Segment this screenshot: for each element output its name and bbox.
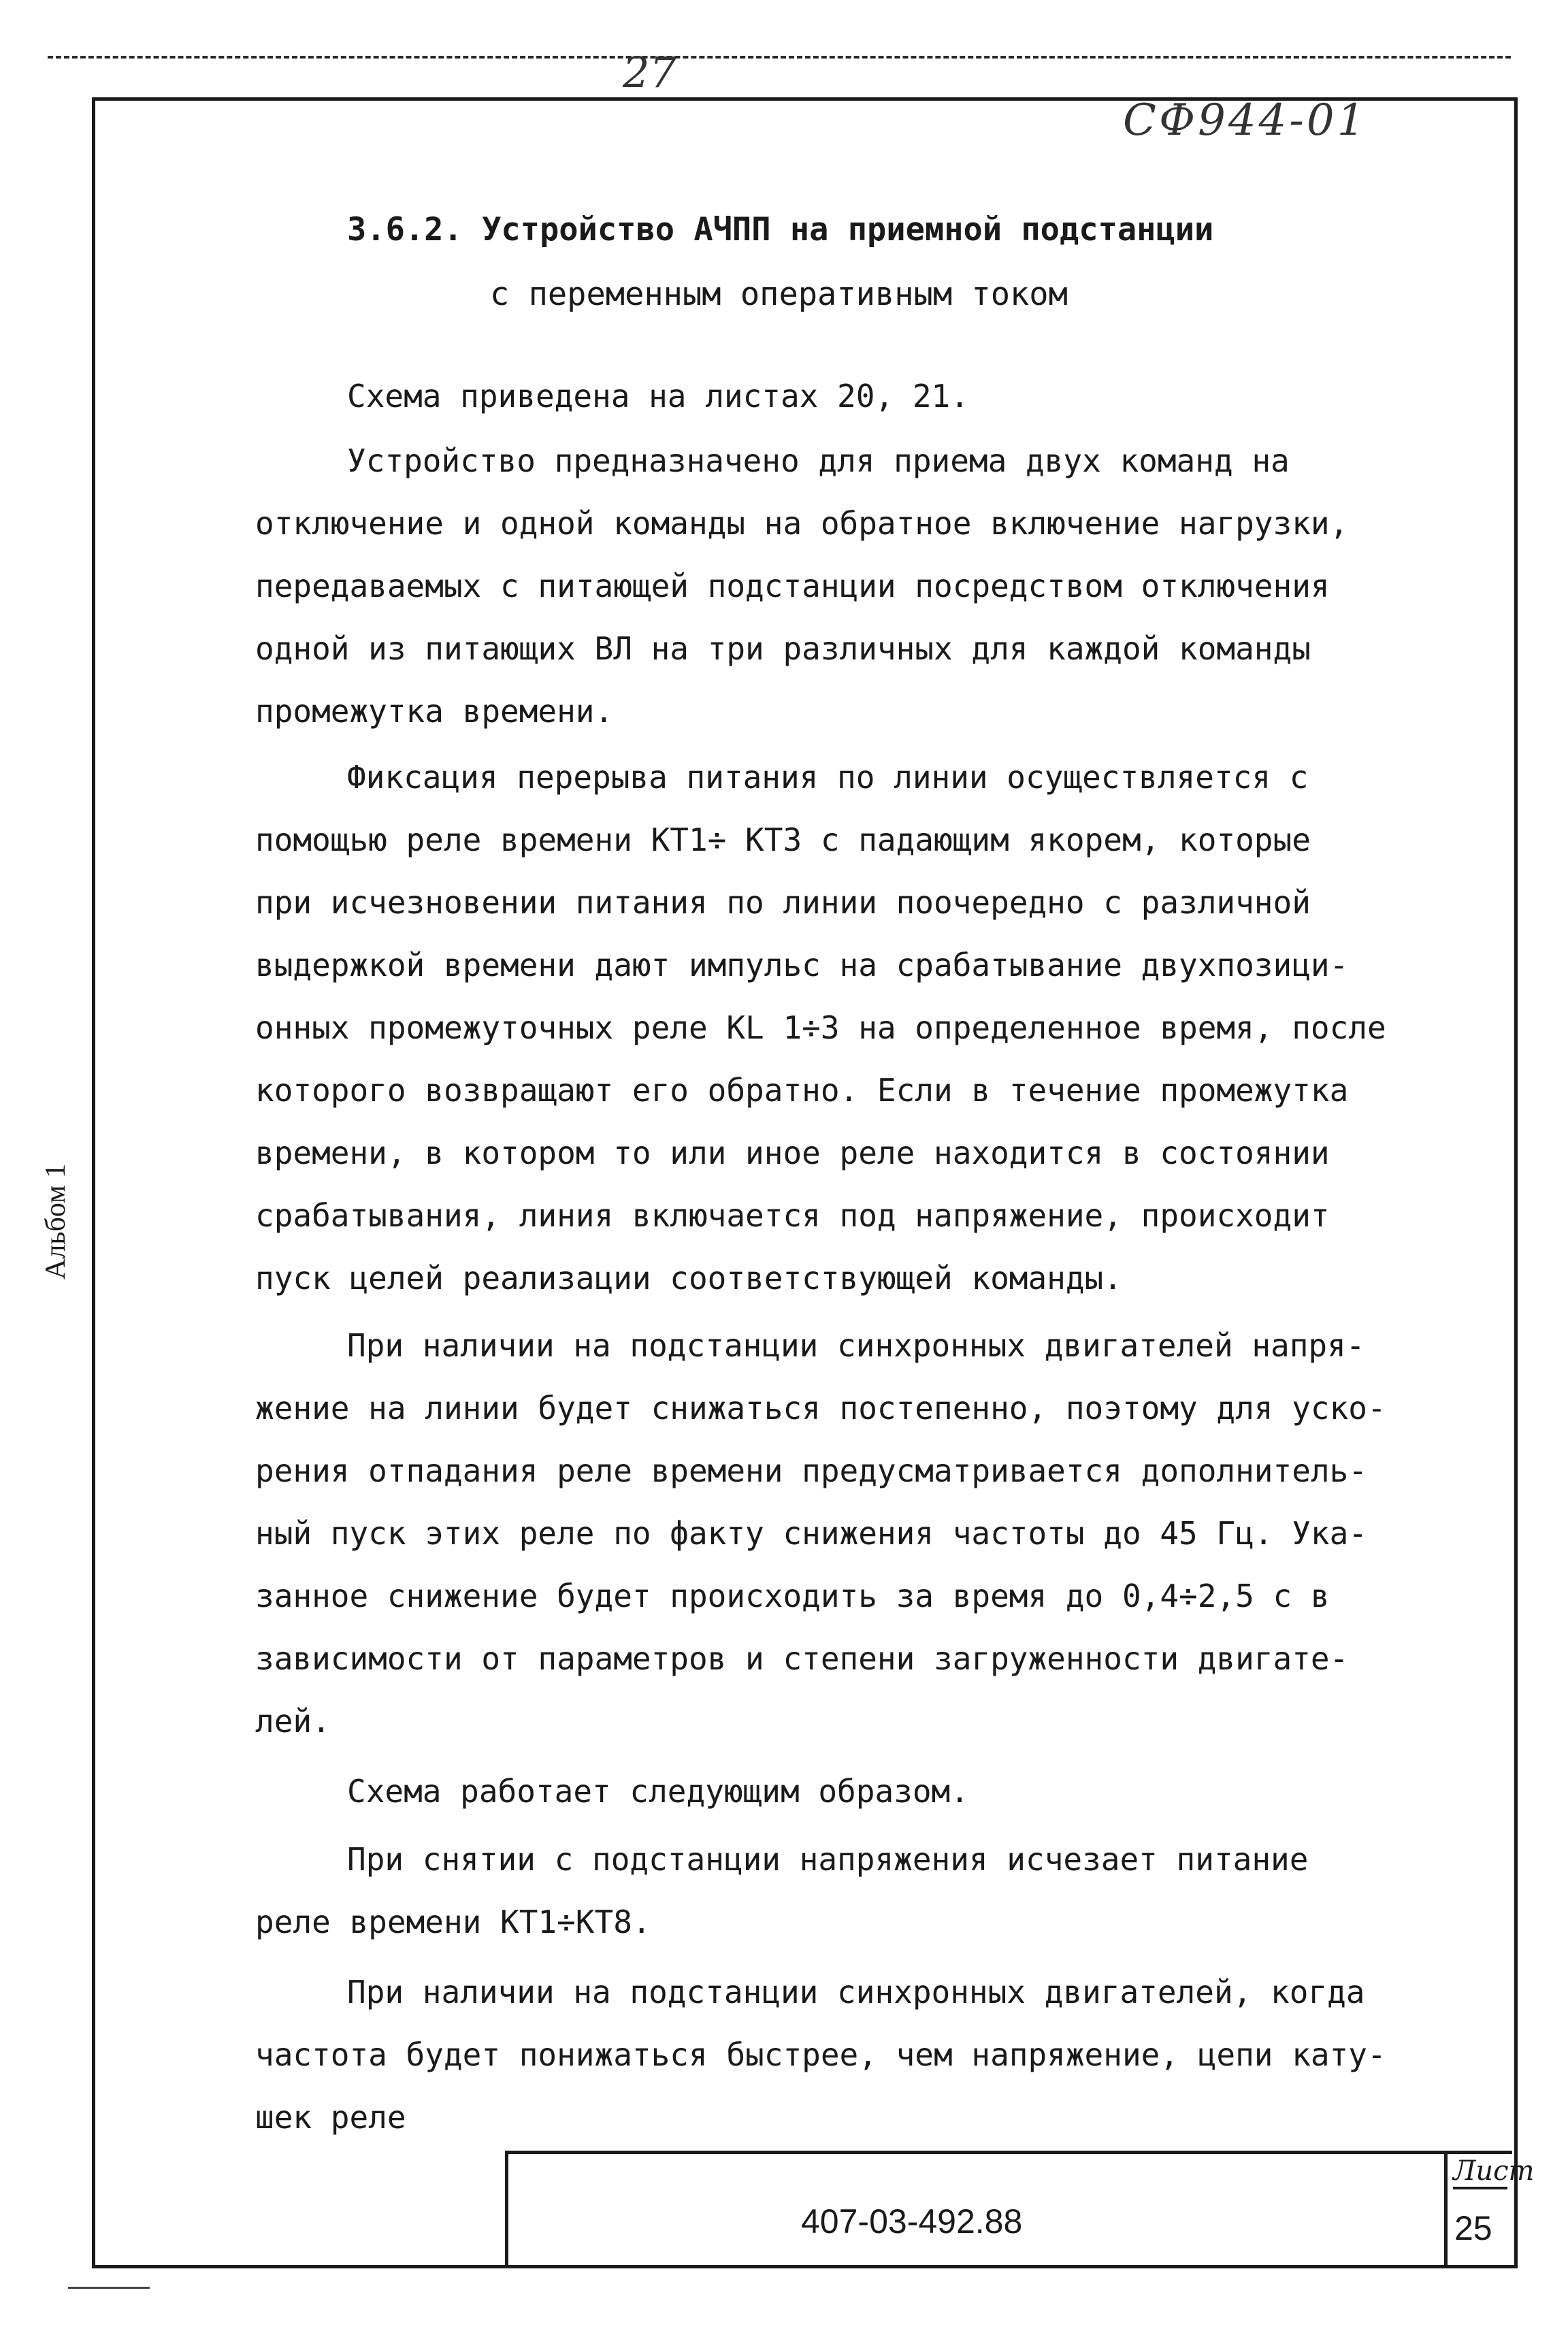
body-line: жение на линии будет снижаться постепенно, поэтому для уско- (255, 1390, 1386, 1427)
handwritten-page-number: 27 (623, 48, 676, 97)
body-line: пуск целей реализации соответствующей команды. (255, 1260, 1122, 1297)
body-line: При наличии на подстанции синхронных двигателей, когда (347, 1974, 1365, 2010)
bottom-mark (68, 2287, 150, 2289)
body-line: занное снижение будет происходить за время до 0,4÷2,5 с в (255, 1578, 1330, 1614)
body-line: При снятии с подстанции напряжения исчезает питание (347, 1841, 1309, 1878)
sheet-number: 25 (1454, 2209, 1492, 2247)
body-line: онных промежуточных реле КL 1÷3 на определенное время, после (255, 1009, 1386, 1046)
document-number: 407-03-492.88 (801, 2202, 1023, 2240)
sheet-label: Лист (1453, 2155, 1507, 2189)
body-line: времени, в котором то или иное реле находится в состоянии (255, 1135, 1330, 1171)
body-line: одной из питающих ВЛ на три различных для каждой команды (255, 630, 1311, 667)
page-frame (92, 97, 1518, 2268)
body-line: рения отпадания реле времени предусматривается дополнитель- (255, 1452, 1367, 1489)
body-line: лей. (255, 1703, 331, 1740)
body-line: зависимости от параметров и степени загруженности двигате- (255, 1640, 1349, 1677)
album-side-label: Альбом 1 (40, 1163, 71, 1279)
body-line: Схема работает следующим образом. (347, 1773, 969, 1810)
body-line: шек реле (255, 2099, 406, 2136)
section-heading-line2: с переменным оперативным током (490, 276, 1068, 313)
title-block-stamp (505, 2151, 1535, 2266)
handwritten-document-code: СФ944-01 (1123, 95, 1368, 146)
body-line: которого возвращают его обратно. Если в течение промежутка (255, 1072, 1349, 1109)
body-line: помощью реле времени КТ1÷ КТ3 с падающим якорем, которые (255, 821, 1311, 858)
body-line: Устройство предназначено для приема двух команд на (347, 442, 1290, 479)
top-dashed-line (48, 56, 1511, 59)
sheet-cell (1444, 2154, 1535, 2266)
body-line: промежутка времени. (255, 693, 614, 730)
body-line: реле времени КТ1÷КТ8. (255, 1904, 651, 1940)
body-line: частота будет понижаться быстрее, чем напряжение, цепи кату- (255, 2036, 1386, 2073)
body-line: Схема приведена на листах 20, 21. (347, 378, 969, 414)
body-line: выдержкой времени дают импульс на срабатывание двухпозици- (255, 947, 1349, 983)
body-line: отключение и одной команды на обратное включение нагрузки, (255, 505, 1349, 542)
body-line: передаваемых с питающей подстанции посредством отключения (255, 568, 1330, 604)
body-line: Фиксация перерыва питания по линии осуществляется с (347, 759, 1309, 796)
body-line: срабатывания, линия включается под напряжение, происходит (255, 1197, 1330, 1234)
body-line: ный пуск этих реле по факту снижения частоты до 45 Гц. Ука- (255, 1515, 1367, 1552)
body-line: При наличии на подстанции синхронных двигателей напря- (347, 1327, 1365, 1364)
body-line: при исчезновении питания по линии поочередно с различной (255, 884, 1311, 921)
section-heading-line1: 3.6.2. Устройство АЧПП на приемной подстанции (347, 211, 1214, 248)
